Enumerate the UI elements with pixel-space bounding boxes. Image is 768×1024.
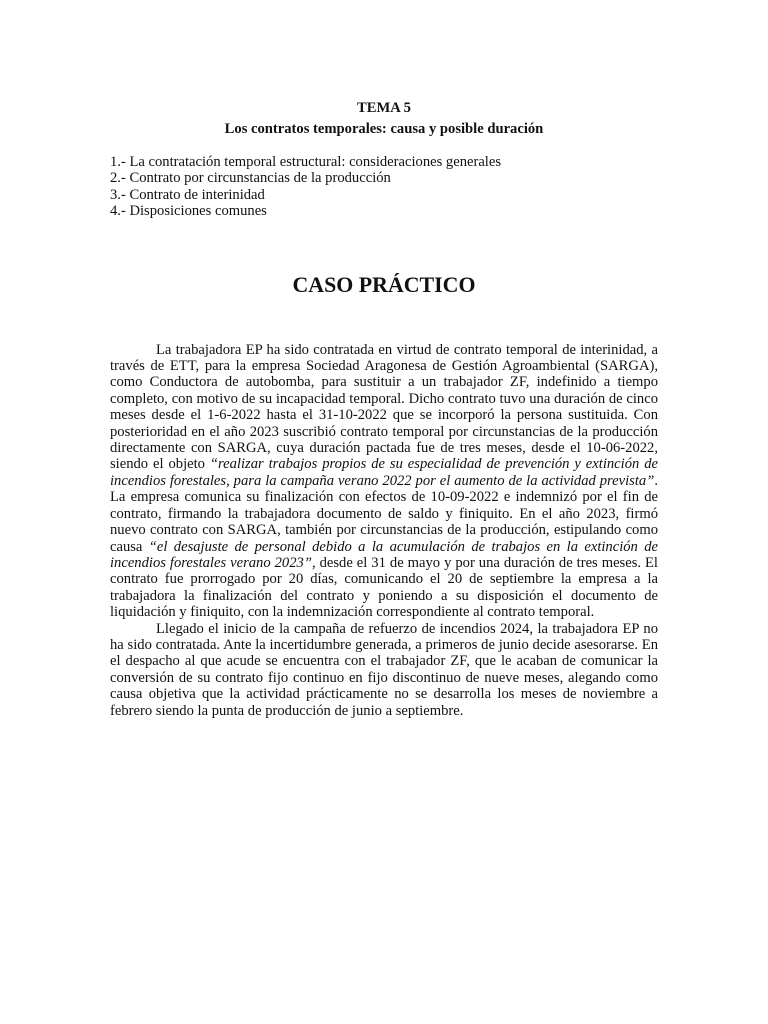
toc-item: 2.- Contrato por circunstancias de la producción <box>110 170 391 187</box>
p1-text-a: La trabajadora EP ha sido contratada en virtud de contrato temporal de interinidad, a través de ETT, para la empresa Sociedad Aragonesa de Gestión Agroambiental (SARGA), como Conductora de autobomba, para sustituir a un trabajador ZF, indefinido a tiempo completo, con motivo de su incapacidad temporal. Dicho contrato tuvo una duración de cinco meses desde el 1-6-2022 hasta el 31-10-2022 que se incorporó la persona sustituida. Con posterioridad en el año 2023 suscribió contrato temporal por circunstancias de la producción directamente con SARGA, cuya duración pactada fue de tres meses, desde el 10-06-2022, siendo el objeto <box>110 341 658 473</box>
p1-text-c: . La empresa comunica su finalización con efectos de 10-09-2022 e indemnizó por el fin de contrato, firmando la trabajadora documento de saldo y finiquito. En el año 2023, firmó nuevo contrato con SARGA, también por circunstancias de la producción, estipulando como causa <box>110 472 658 555</box>
case-study-title: CASO PRÁCTICO <box>292 271 476 297</box>
document-title: TEMA 5 <box>357 100 411 116</box>
p1-text-e: , desde el 31 de mayo y por una duración de tres meses. El contrato fue prorrogado por 20 días, comunicando el 20 de septiembre la empresa a la trabajadora la finalización del contrato y poniendo a su disposición el documento de liquidación y finiquito, con la indemnización correspondiente al contrato temporal. <box>110 554 658 621</box>
table-of-contents <box>110 154 658 220</box>
p1-quote-1: “realizar trabajos propios de su especialidad de prevención y extinción de incendios forestales, para la campaña verano 2022 por el aumento de la actividad prevista” <box>110 456 658 489</box>
case-paragraph-1 <box>110 342 658 621</box>
toc-item: 1.- La contratación temporal estructural: consideraciones generales <box>110 154 502 170</box>
case-paragraph-2: Llegado el inicio de la campaña de refuerzo de incendios 2024, la trabajadora EP no ha sido contratada. Ante la incertidumbre generada, a primeros de junio decide asesorarse. En el despacho al que acude se encuentra con el trabajador ZF, que le acaban de comunicar la conversión de su contrato fijo continuo en fijo discontinuo de nueve meses, alegando como causa objetiva que la actividad prácticamente no se desarrolla los meses de noviembre a febrero siendo la punta de producción de junio a septiembre. <box>110 620 658 719</box>
toc-item: 4.- Disposiciones comunes <box>110 203 267 220</box>
p1-quote-2: “el desajuste de personal debido a la acumulación de trabajos en la extinción de incendios forestales verano 2023” <box>110 538 658 571</box>
case-study-body <box>110 342 658 719</box>
document-page <box>110 100 658 719</box>
toc-item: 3.- Contrato de interinidad <box>110 186 265 203</box>
document-subtitle: Los contratos temporales: causa y posible duración <box>224 121 544 137</box>
